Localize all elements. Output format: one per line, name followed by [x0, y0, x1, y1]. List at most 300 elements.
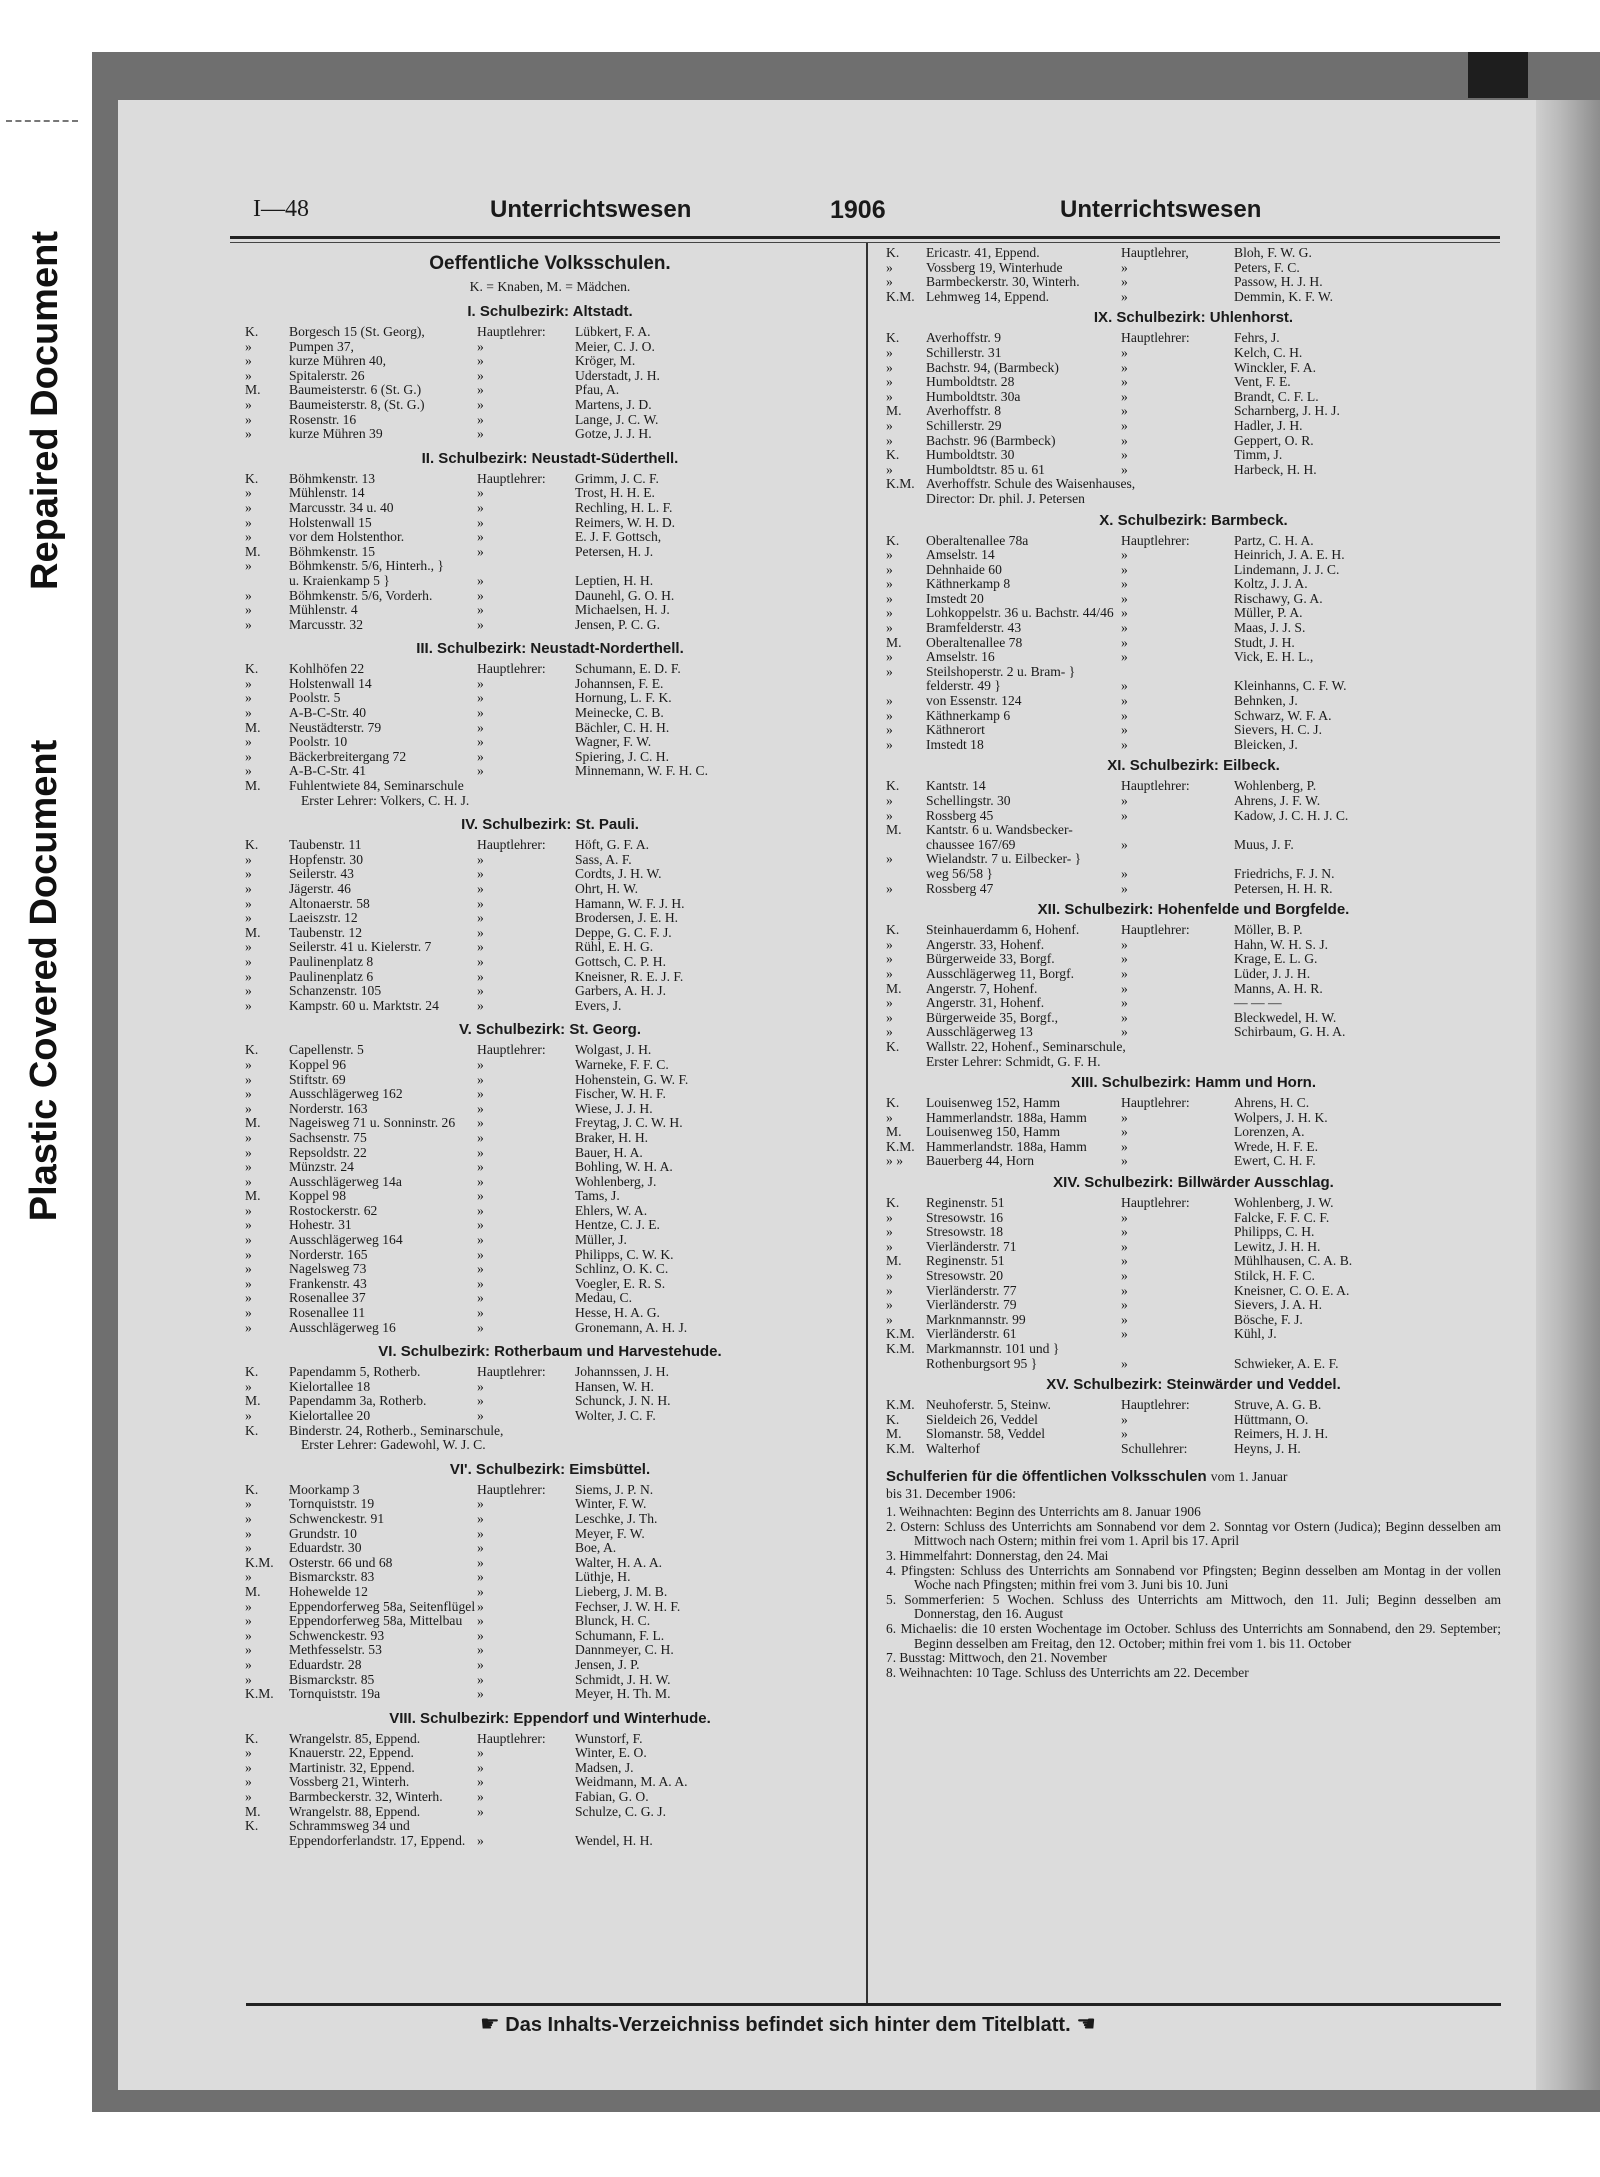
- school-row: [245, 1673, 855, 1688]
- teacher-name: Manns, A. H. R.: [1234, 980, 1323, 996]
- header-rule: [230, 236, 1500, 239]
- school-type: »: [886, 880, 893, 896]
- school-address: Averhoffstr. 9: [926, 330, 1002, 346]
- school-type: »: [245, 411, 252, 427]
- school-type: »: [886, 1209, 893, 1225]
- school-row: [245, 472, 855, 487]
- teacher-role: Hauptlehrer:: [1121, 1195, 1190, 1211]
- teacher-role: »: [1121, 1355, 1128, 1371]
- school-row: [886, 823, 1501, 838]
- teacher-role: »: [477, 1159, 484, 1175]
- school-row: [886, 1313, 1501, 1328]
- school-row: [886, 1055, 1501, 1070]
- school-address: Kielortallee 20: [289, 1408, 371, 1423]
- school-address: Rosenallee 11: [289, 1305, 366, 1321]
- school-address: Kohlhöfen 22: [289, 661, 365, 677]
- school-type: »: [886, 722, 893, 738]
- school-address: Neustädterstr. 79: [289, 719, 382, 735]
- teacher-role: Hauptlehrer:: [477, 324, 546, 339]
- teacher-name: Heyns, J. H.: [1234, 1440, 1301, 1456]
- school-type: K.: [245, 661, 259, 677]
- teacher-role: »: [477, 1056, 484, 1072]
- teacher-name: Schwarz, W. F. A.: [1234, 707, 1332, 723]
- school-row: [245, 1527, 855, 1542]
- school-address: Fuhlentwiete 84, Seminarschule: [289, 778, 464, 794]
- teacher-name: Struve, A. G. B.: [1234, 1397, 1322, 1413]
- teacher-name: Boe, A.: [575, 1540, 617, 1556]
- school-type: M.: [886, 1426, 902, 1442]
- school-row: [245, 427, 855, 442]
- teacher-role: »: [477, 367, 484, 383]
- school-address: Spitalerstr. 26: [289, 367, 365, 383]
- district-title: XV. Schulbezirk: Steinwärder und Veddel.: [1046, 1376, 1341, 1394]
- school-row: [245, 1218, 855, 1233]
- teacher-role: »: [477, 1540, 484, 1556]
- school-row: [886, 809, 1501, 824]
- school-row: [886, 1211, 1501, 1226]
- teacher-name: Wohlenberg, P.: [1234, 778, 1317, 794]
- school-address: Stiftstr. 69: [289, 1071, 346, 1087]
- teacher-role: »: [1121, 1153, 1128, 1169]
- school-type: »: [245, 1159, 252, 1175]
- school-type: »: [886, 432, 893, 448]
- teacher-role: Hauptlehrer:: [477, 661, 546, 677]
- school-type: »: [245, 953, 252, 969]
- school-address: Schillerstr. 31: [926, 344, 1002, 360]
- teacher-name: Walter, H. A. A.: [575, 1554, 663, 1570]
- teacher-role: »: [477, 1408, 484, 1423]
- school-address: Poolstr. 5: [289, 690, 341, 706]
- school-address: Käthnerkamp 6: [926, 707, 1011, 723]
- school-address: Ausschlägerweg 164: [289, 1232, 403, 1248]
- teacher-role: »: [477, 1832, 484, 1848]
- teacher-role: »: [1121, 374, 1128, 390]
- school-type: K.M.: [886, 1397, 915, 1413]
- teacher-name: Michaelsen, H. J.: [575, 602, 670, 618]
- teacher-name: Wagner, F. W.: [575, 734, 652, 750]
- teacher-name: Lieberg, J. M. B.: [575, 1583, 668, 1599]
- teacher-role: »: [1121, 1009, 1128, 1025]
- teacher-name: Daunehl, G. O. H.: [575, 587, 675, 603]
- teacher-name: Kröger, M.: [575, 353, 636, 369]
- teacher-name: Wohlenberg, J. W.: [1234, 1195, 1334, 1211]
- school-row: [245, 1600, 855, 1615]
- teacher-name: Lüder, J. J. H.: [1234, 965, 1311, 981]
- teacher-role: »: [477, 705, 484, 721]
- school-type: »: [886, 1024, 893, 1040]
- pointing-hand-icon: ☚: [1076, 2011, 1096, 2036]
- holiday-item: 1. Weihnachten: Beginn des Unterrichts am 8. Januar 1906: [886, 1504, 1201, 1520]
- school-row: [245, 1775, 855, 1790]
- district-title: IV. Schulbezirk: St. Pauli.: [461, 816, 639, 834]
- school-address: Barmbeckerstr. 32, Winterh.: [289, 1789, 443, 1805]
- school-type: M.: [886, 634, 902, 650]
- school-row: [245, 838, 855, 853]
- year: 1906: [830, 196, 886, 224]
- school-type: »: [886, 663, 893, 679]
- school-type: K.: [245, 1481, 259, 1497]
- teacher-name: Leschke, J. Th.: [575, 1510, 658, 1526]
- school-row: [245, 1073, 855, 1088]
- school-row: [886, 404, 1501, 419]
- school-address: Imstedt 18: [926, 736, 984, 752]
- school-row: [886, 1298, 1501, 1313]
- school-row: [886, 982, 1501, 997]
- school-type: K.M.: [886, 1138, 915, 1154]
- school-address: Erster Lehrer: Schmidt, G. F. H.: [926, 1053, 1101, 1069]
- school-row: [245, 1512, 855, 1527]
- school-address: Seilerstr. 43: [289, 866, 354, 882]
- school-type: M.: [245, 778, 261, 794]
- teacher-name: Warneke, F. F. C.: [575, 1056, 669, 1072]
- school-row: [245, 1131, 855, 1146]
- school-row: [886, 794, 1501, 809]
- school-address: Oberaltenallee 78a: [926, 532, 1029, 548]
- teacher-role: »: [1121, 1253, 1128, 1269]
- teacher-name: Heinrich, J. A. E. H.: [1234, 547, 1345, 563]
- school-type: »: [245, 1759, 252, 1775]
- teacher-name: Jensen, P. C. G.: [575, 616, 660, 632]
- teacher-name: Hentze, C. J. E.: [575, 1217, 660, 1233]
- school-address: Barmbeckerstr. 30, Winterh.: [926, 274, 1080, 290]
- school-type: »: [245, 983, 252, 999]
- school-row: [245, 545, 855, 560]
- school-type: M.: [245, 1393, 261, 1409]
- school-address: Methfesselstr. 53: [289, 1642, 382, 1658]
- teacher-role: »: [1121, 865, 1128, 881]
- school-address: Vossberg 21, Winterh.: [289, 1774, 410, 1790]
- district-section: [245, 1342, 855, 1453]
- school-type: »: [245, 1305, 252, 1321]
- teacher-name: Bloh, F. W. G.: [1234, 245, 1312, 260]
- school-type: »: [245, 1378, 252, 1394]
- teacher-name: Vick, E. H. L.,: [1234, 649, 1314, 665]
- teacher-role: »: [1121, 1326, 1128, 1342]
- legend: K. = Knaben, M. = Mädchen.: [469, 279, 631, 294]
- teacher-name: Lorenzen, A.: [1234, 1124, 1305, 1140]
- teacher-role: »: [477, 851, 484, 867]
- school-row: [245, 1248, 855, 1263]
- school-address: Martinistr. 32, Eppend.: [289, 1759, 415, 1775]
- school-row: [886, 852, 1501, 867]
- teacher-role: »: [477, 1569, 484, 1585]
- teacher-role: »: [477, 1803, 484, 1819]
- school-row: [245, 618, 855, 633]
- teacher-name: Winter, E. O.: [575, 1745, 647, 1761]
- school-type: »: [245, 529, 252, 545]
- school-address: Ausschlägerweg 14a: [289, 1173, 402, 1189]
- school-address: Kantstr. 6 u. Wandsbecker-: [926, 822, 1073, 838]
- teacher-name: Philipps, C. H.: [1234, 1224, 1315, 1240]
- school-row: [886, 723, 1501, 738]
- school-type: »: [886, 649, 893, 665]
- school-type: »: [245, 602, 252, 618]
- teacher-role: »: [1121, 432, 1128, 448]
- school-address: Humboldtstr. 30a: [926, 388, 1021, 404]
- school-row: [245, 1394, 855, 1409]
- school-type: K.: [245, 1364, 259, 1380]
- school-type: »: [886, 1109, 893, 1125]
- school-address: Slomanstr. 58, Veddel: [926, 1426, 1046, 1442]
- school-address: Humboldtstr. 85 u. 61: [926, 461, 1045, 477]
- school-row: [886, 1240, 1501, 1255]
- teacher-role: »: [477, 1202, 484, 1218]
- holidays-heading: Schulferien für die öffentlichen Volksschulen: [886, 1467, 1207, 1485]
- teacher-name: Meyer, H. Th. M.: [575, 1686, 671, 1702]
- district-section: [886, 511, 1501, 753]
- school-type: »: [245, 514, 252, 530]
- school-type: »: [245, 353, 252, 369]
- school-row: [245, 867, 855, 882]
- school-type: »: [245, 1071, 252, 1087]
- school-address: Marcusstr. 32: [289, 616, 364, 632]
- teacher-role: »: [1121, 576, 1128, 592]
- school-row: [245, 1834, 855, 1849]
- school-type: M.: [245, 1115, 261, 1131]
- teacher-name: Gotze, J. J. H.: [575, 426, 652, 442]
- school-address: Böhmkenstr. 13: [289, 470, 376, 486]
- school-type: »: [245, 997, 252, 1013]
- teacher-role: »: [1121, 1109, 1128, 1125]
- school-type: »: [886, 1311, 893, 1327]
- school-type: K.: [245, 1818, 259, 1834]
- school-type: »: [245, 396, 252, 412]
- teacher-name: Kleinhanns, C. F. W.: [1234, 678, 1347, 694]
- school-address: Director: Dr. phil. J. Petersen: [926, 490, 1085, 506]
- teacher-role: »: [477, 1642, 484, 1658]
- teacher-name: Behnken, J.: [1234, 693, 1298, 709]
- teacher-role: »: [477, 763, 484, 779]
- teacher-role: »: [1121, 417, 1128, 433]
- teacher-role: »: [1121, 1268, 1128, 1284]
- school-address: Koppel 98: [289, 1188, 347, 1204]
- school-type: K.M.: [245, 1554, 274, 1570]
- teacher-role: »: [1121, 259, 1128, 275]
- school-type: K.: [245, 1422, 259, 1438]
- school-address: Neuhoferstr. 5, Steinw.: [926, 1397, 1051, 1413]
- school-row: [886, 1269, 1501, 1284]
- teacher-name: Siems, J. P. N.: [575, 1481, 654, 1497]
- teacher-name: Lübkert, F. A.: [575, 324, 651, 339]
- school-address: Eppendorferweg 58a, Seitenflügel: [289, 1598, 476, 1614]
- teacher-role: »: [477, 616, 484, 632]
- school-address: Ausschlägerweg 13: [926, 1024, 1033, 1040]
- school-type: K.M.: [886, 476, 915, 492]
- school-type: »: [245, 616, 252, 632]
- school-address: Binderstr. 24, Rotherb., Seminarschule,: [289, 1422, 504, 1438]
- teacher-role: Schullehrer:: [1121, 1440, 1188, 1456]
- teacher-role: »: [477, 1393, 484, 1409]
- school-type: »: [245, 1656, 252, 1672]
- school-address: Bauerberg 44, Horn: [926, 1153, 1035, 1169]
- teacher-name: Cordts, J. H. W.: [575, 866, 662, 882]
- pointing-hand-icon: ☛: [480, 2011, 500, 2036]
- school-address: Capellenstr. 5: [289, 1042, 364, 1058]
- school-type: »: [886, 807, 893, 823]
- teacher-role: »: [477, 1686, 484, 1702]
- school-row: [886, 390, 1501, 405]
- teacher-name: Hüttmann, O.: [1234, 1411, 1309, 1427]
- school-address: Ausschlägerweg 162: [289, 1086, 403, 1102]
- school-address: Wielandstr. 7 u. Eilbecker- }: [926, 851, 1082, 867]
- school-address: felderstr. 49 }: [926, 678, 1001, 694]
- section-title-right: Unterrichtswesen: [1060, 196, 1262, 223]
- school-row: [245, 1570, 855, 1585]
- teacher-name: Tams, J.: [575, 1188, 620, 1204]
- teacher-name: Dannmeyer, C. H.: [575, 1642, 674, 1658]
- school-type: K.M.: [245, 1686, 274, 1702]
- teacher-role: »: [477, 1598, 484, 1614]
- teacher-name: Schumann, F. L.: [575, 1627, 665, 1643]
- school-address: Amselstr. 14: [926, 547, 995, 563]
- school-type: K.: [245, 470, 259, 486]
- teacher-name: Friedrichs, F. J. N.: [1234, 865, 1335, 881]
- school-row: [886, 1025, 1501, 1040]
- teacher-role: »: [477, 1232, 484, 1248]
- school-type: »: [245, 1774, 252, 1790]
- teacher-role: »: [477, 1378, 484, 1394]
- school-address: Münzstr. 24: [289, 1159, 354, 1175]
- teacher-name: Philipps, C. W. K.: [575, 1246, 674, 1262]
- school-type: »: [886, 561, 893, 577]
- school-type: »: [245, 895, 252, 911]
- school-type: »: [886, 359, 893, 375]
- school-address: Stresowstr. 18: [926, 1224, 1004, 1240]
- school-type: »: [886, 461, 893, 477]
- district-section: [245, 815, 855, 1013]
- school-type: K.: [886, 778, 900, 794]
- holidays-heading-tail: vom 1. Januar: [1210, 1468, 1288, 1484]
- school-type: K.: [886, 1411, 900, 1427]
- school-type: »: [245, 705, 252, 721]
- school-row: [245, 1058, 855, 1073]
- teacher-name: Jensen, J. P.: [575, 1656, 640, 1672]
- school-type: »: [245, 587, 252, 603]
- teacher-role: »: [1121, 344, 1128, 360]
- holiday-item: 7. Busstag: Mittwoch, den 21. November: [886, 1650, 1107, 1666]
- school-row: [245, 1291, 855, 1306]
- teacher-role: »: [1121, 1209, 1128, 1225]
- school-row: [245, 1175, 855, 1190]
- teacher-role: »: [477, 1100, 484, 1116]
- school-address: Käthnerkamp 8: [926, 576, 1011, 592]
- school-type: M.: [245, 382, 261, 398]
- school-row: [245, 530, 855, 545]
- teacher-name: Mühlhausen, C. A. B.: [1234, 1253, 1353, 1269]
- school-address: Koppel 96: [289, 1056, 347, 1072]
- school-row: [245, 486, 855, 501]
- school-row: [245, 1424, 855, 1439]
- school-address: Eppendorferweg 58a, Mittelbau: [289, 1613, 463, 1629]
- school-row: [245, 1556, 855, 1571]
- teacher-name: Muus, J. F.: [1234, 836, 1294, 852]
- school-type: M.: [886, 822, 902, 838]
- school-address: Hohestr. 31: [289, 1217, 352, 1233]
- district-title: VI'. Schulbezirk: Eimsbüttel.: [449, 1460, 651, 1478]
- teacher-name: Vent, F. E.: [1234, 374, 1291, 390]
- teacher-role: »: [1121, 561, 1128, 577]
- teacher-name: Petersen, H. J.: [575, 543, 654, 559]
- school-type: »: [245, 367, 252, 383]
- school-address: Marknmannstr. 99: [926, 1311, 1026, 1327]
- school-address: Bismarckstr. 83: [289, 1569, 375, 1585]
- school-row: [245, 516, 855, 531]
- teacher-role: »: [1121, 605, 1128, 621]
- teacher-name: Hansen, W. H.: [575, 1378, 654, 1394]
- teacher-role: »: [1121, 693, 1128, 709]
- school-row: [245, 369, 855, 384]
- school-row: [886, 650, 1501, 665]
- school-row: [245, 383, 855, 398]
- school-row: [245, 1805, 855, 1820]
- school-row: [245, 1629, 855, 1644]
- school-row: [886, 1096, 1501, 1111]
- school-address: Rosenallee 37: [289, 1290, 366, 1306]
- school-address: Hopfenstr. 30: [289, 851, 364, 867]
- school-row: [245, 1204, 855, 1219]
- teacher-role: »: [477, 1496, 484, 1512]
- school-address: Hammerlandstr. 188a, Hamm: [926, 1109, 1087, 1125]
- school-address: Borgesch 15 (St. Georg),: [289, 324, 425, 339]
- school-type: »: [245, 910, 252, 926]
- school-address: Ausschlägerweg 11, Borgf.: [926, 965, 1074, 981]
- teacher-role: »: [1121, 388, 1128, 404]
- teacher-role: »: [477, 1319, 484, 1335]
- school-type: »: [245, 1671, 252, 1687]
- school-type: »: [886, 1009, 893, 1025]
- school-type: »: [245, 1290, 252, 1306]
- district-title: XII. Schulbezirk: Hohenfelde und Borgfelde.: [1037, 901, 1350, 919]
- district-section: [245, 1709, 855, 1849]
- school-type: »: [886, 344, 893, 360]
- holiday-item: 5. Sommerferien: 5 Wochen. Schluss des Unterrichts am Mittwoch, den 11. Juli; Beginn desselben am Donnerstag, den 16. August: [886, 1591, 1501, 1622]
- school-address: Oberaltenallee 78: [926, 634, 1023, 650]
- district-section: [886, 246, 1501, 304]
- teacher-name: Geppert, O. R.: [1234, 432, 1314, 448]
- school-row: [886, 923, 1501, 938]
- teacher-name: Fischer, W. H. F.: [575, 1086, 666, 1102]
- teacher-role: »: [1121, 936, 1128, 952]
- school-row: [245, 1380, 855, 1395]
- school-row: [886, 1040, 1501, 1055]
- teacher-role: »: [477, 895, 484, 911]
- school-row: [245, 897, 855, 912]
- teacher-role: »: [477, 734, 484, 750]
- school-address: weg 56/58 }: [926, 865, 993, 881]
- school-address: Angerstr. 33, Hohenf.: [926, 936, 1045, 952]
- school-type: M.: [886, 1253, 902, 1269]
- teacher-role: »: [477, 1613, 484, 1629]
- teacher-name: Ewert, C. H. F.: [1234, 1153, 1316, 1169]
- school-row: [886, 361, 1501, 376]
- teacher-role: »: [477, 1129, 484, 1145]
- school-row: [886, 534, 1501, 549]
- school-row: [886, 1111, 1501, 1126]
- school-type: K.: [886, 1095, 900, 1111]
- school-address: Vierländerstr. 71: [926, 1238, 1017, 1254]
- header-rule-thin: [230, 242, 1500, 243]
- school-row: [886, 1327, 1501, 1342]
- school-address: kurze Mühren 39: [289, 426, 383, 442]
- school-row: [245, 1541, 855, 1556]
- school-row: [245, 1262, 855, 1277]
- page-header: [235, 196, 1435, 236]
- school-row: [245, 1277, 855, 1292]
- teacher-role: »: [1121, 288, 1128, 304]
- teacher-name: Johannssen, J. H.: [575, 1364, 670, 1380]
- school-row: [245, 662, 855, 677]
- school-type: K.M.: [886, 1326, 915, 1342]
